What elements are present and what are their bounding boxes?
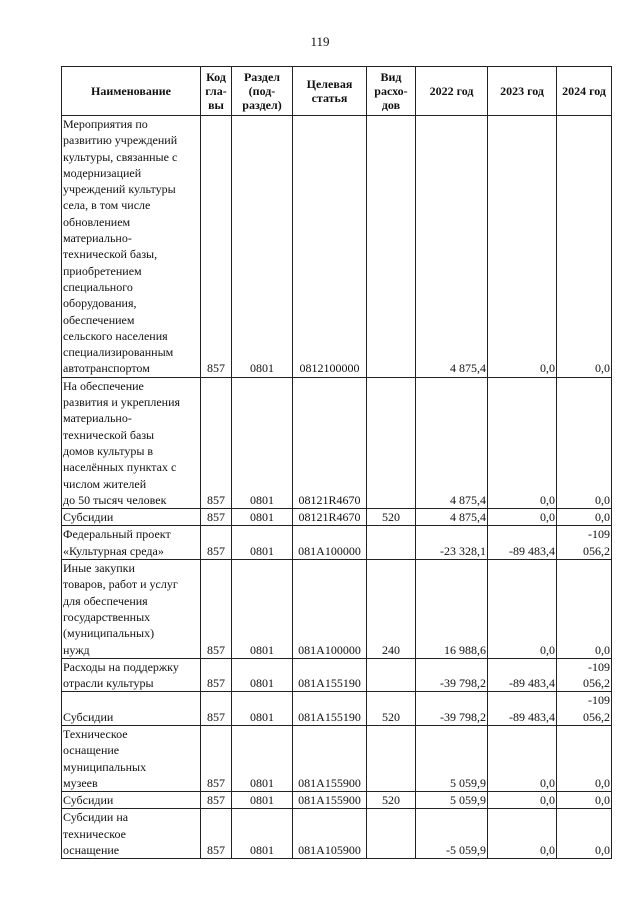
row-2022: 16 988,6 bbox=[416, 560, 488, 659]
row-target: 0812100000 bbox=[293, 116, 367, 378]
row-name: Субсидии bbox=[62, 792, 201, 809]
header-2023: 2023 год bbox=[488, 67, 557, 116]
row-name: Техническое оснащение муниципальных музеев bbox=[62, 725, 201, 791]
row-section: 0801 bbox=[232, 526, 293, 560]
row-target: 08121R4670 bbox=[293, 377, 367, 508]
table-header-row bbox=[62, 67, 612, 116]
row-2023: -89 483,4 bbox=[488, 658, 557, 692]
row-2024: 0,0 bbox=[557, 725, 612, 791]
row-2024: 0,0 bbox=[557, 116, 612, 378]
row-target: 081A100000 bbox=[293, 526, 367, 560]
row-target: 081A155190 bbox=[293, 692, 367, 726]
row-type bbox=[367, 377, 416, 508]
row-type bbox=[367, 809, 416, 859]
row-2023: -89 483,4 bbox=[488, 526, 557, 560]
row-type bbox=[367, 658, 416, 692]
row-2024: 0,0 bbox=[557, 509, 612, 526]
row-name: Расходы на поддержку отрасли культуры bbox=[62, 658, 201, 692]
table-row bbox=[62, 809, 612, 859]
row-2024: 0,0 bbox=[557, 377, 612, 508]
row-code: 857 bbox=[201, 509, 232, 526]
row-name: Мероприятия по развитию учреждений культуры, связанные с модернизацией учреждений культуры села, в том числе обновлением материально- технической базы, приобретением специального оборудования, обеспечением сельского населения специализированным автотранспортом bbox=[62, 116, 201, 378]
row-2022: -23 328,1 bbox=[416, 526, 488, 560]
row-2023: 0,0 bbox=[488, 725, 557, 791]
row-target: 081A105900 bbox=[293, 809, 367, 859]
table-row bbox=[62, 509, 612, 526]
header-code: Код гла- вы bbox=[201, 67, 232, 116]
row-name: Субсидии bbox=[62, 509, 201, 526]
row-name: Субсидии bbox=[62, 692, 201, 726]
row-name: Иные закупки товаров, работ и услуг для обеспечения государственных (муниципальных) нужд bbox=[62, 560, 201, 659]
row-type bbox=[367, 116, 416, 378]
row-section: 0801 bbox=[232, 116, 293, 378]
row-2024: 0,0 bbox=[557, 809, 612, 859]
row-name: На обеспечение развития и укрепления материально- технической базы домов культуры в населённых пунктах с числом жителей до 50 тысяч человек bbox=[62, 377, 201, 508]
row-type: 520 bbox=[367, 692, 416, 726]
row-type: 520 bbox=[367, 509, 416, 526]
row-code: 857 bbox=[201, 116, 232, 378]
row-2024: 0,0 bbox=[557, 560, 612, 659]
table-row bbox=[62, 377, 612, 508]
row-2022: -39 798,2 bbox=[416, 658, 488, 692]
row-2024: -109 056,2 bbox=[557, 658, 612, 692]
row-2022: 5 059,9 bbox=[416, 792, 488, 809]
row-code: 857 bbox=[201, 809, 232, 859]
row-target: 081A155900 bbox=[293, 792, 367, 809]
header-target: Целевая статья bbox=[293, 67, 367, 116]
header-section: Раздел (под- раздел) bbox=[232, 67, 293, 116]
budget-table bbox=[61, 66, 612, 859]
header-type: Вид расхо- дов bbox=[367, 67, 416, 116]
row-2023: 0,0 bbox=[488, 116, 557, 378]
row-target: 081A100000 bbox=[293, 560, 367, 659]
row-2022: 4 875,4 bbox=[416, 116, 488, 378]
row-2022: 5 059,9 bbox=[416, 725, 488, 791]
row-section: 0801 bbox=[232, 377, 293, 508]
row-target: 081A155190 bbox=[293, 658, 367, 692]
row-name: Федеральный проект «Культурная среда» bbox=[62, 526, 201, 560]
row-section: 0801 bbox=[232, 509, 293, 526]
row-type: 520 bbox=[367, 792, 416, 809]
row-code: 857 bbox=[201, 526, 232, 560]
row-section: 0801 bbox=[232, 725, 293, 791]
row-2023: 0,0 bbox=[488, 377, 557, 508]
table-row bbox=[62, 792, 612, 809]
row-2023: 0,0 bbox=[488, 560, 557, 659]
row-section: 0801 bbox=[232, 809, 293, 859]
header-2022: 2022 год bbox=[416, 67, 488, 116]
row-2024: -109 056,2 bbox=[557, 692, 612, 726]
row-target: 08121R4670 bbox=[293, 509, 367, 526]
page-number: 119 bbox=[310, 34, 330, 49]
row-2022: 4 875,4 bbox=[416, 509, 488, 526]
table-row bbox=[62, 560, 612, 659]
row-type bbox=[367, 526, 416, 560]
row-2023: -89 483,4 bbox=[488, 692, 557, 726]
table-row bbox=[62, 526, 612, 560]
row-target: 081A155900 bbox=[293, 725, 367, 791]
row-code: 857 bbox=[201, 792, 232, 809]
row-code: 857 bbox=[201, 560, 232, 659]
row-section: 0801 bbox=[232, 692, 293, 726]
row-2022: -5 059,9 bbox=[416, 809, 488, 859]
row-2023: 0,0 bbox=[488, 809, 557, 859]
table-row bbox=[62, 692, 612, 726]
row-2022: -39 798,2 bbox=[416, 692, 488, 726]
row-code: 857 bbox=[201, 658, 232, 692]
header-name: Наименование bbox=[62, 67, 201, 116]
row-section: 0801 bbox=[232, 792, 293, 809]
row-type: 240 bbox=[367, 560, 416, 659]
table-row bbox=[62, 658, 612, 692]
row-2024: 0,0 bbox=[557, 792, 612, 809]
row-section: 0801 bbox=[232, 560, 293, 659]
header-2024: 2024 год bbox=[557, 67, 612, 116]
row-code: 857 bbox=[201, 725, 232, 791]
row-name: Субсидии на техническое оснащение bbox=[62, 809, 201, 859]
row-2024: -109 056,2 bbox=[557, 526, 612, 560]
row-2023: 0,0 bbox=[488, 509, 557, 526]
row-2023: 0,0 bbox=[488, 792, 557, 809]
row-code: 857 bbox=[201, 377, 232, 508]
row-code: 857 bbox=[201, 692, 232, 726]
table-row bbox=[62, 116, 612, 378]
row-2022: 4 875,4 bbox=[416, 377, 488, 508]
row-section: 0801 bbox=[232, 658, 293, 692]
row-type bbox=[367, 725, 416, 791]
table-row bbox=[62, 725, 612, 791]
